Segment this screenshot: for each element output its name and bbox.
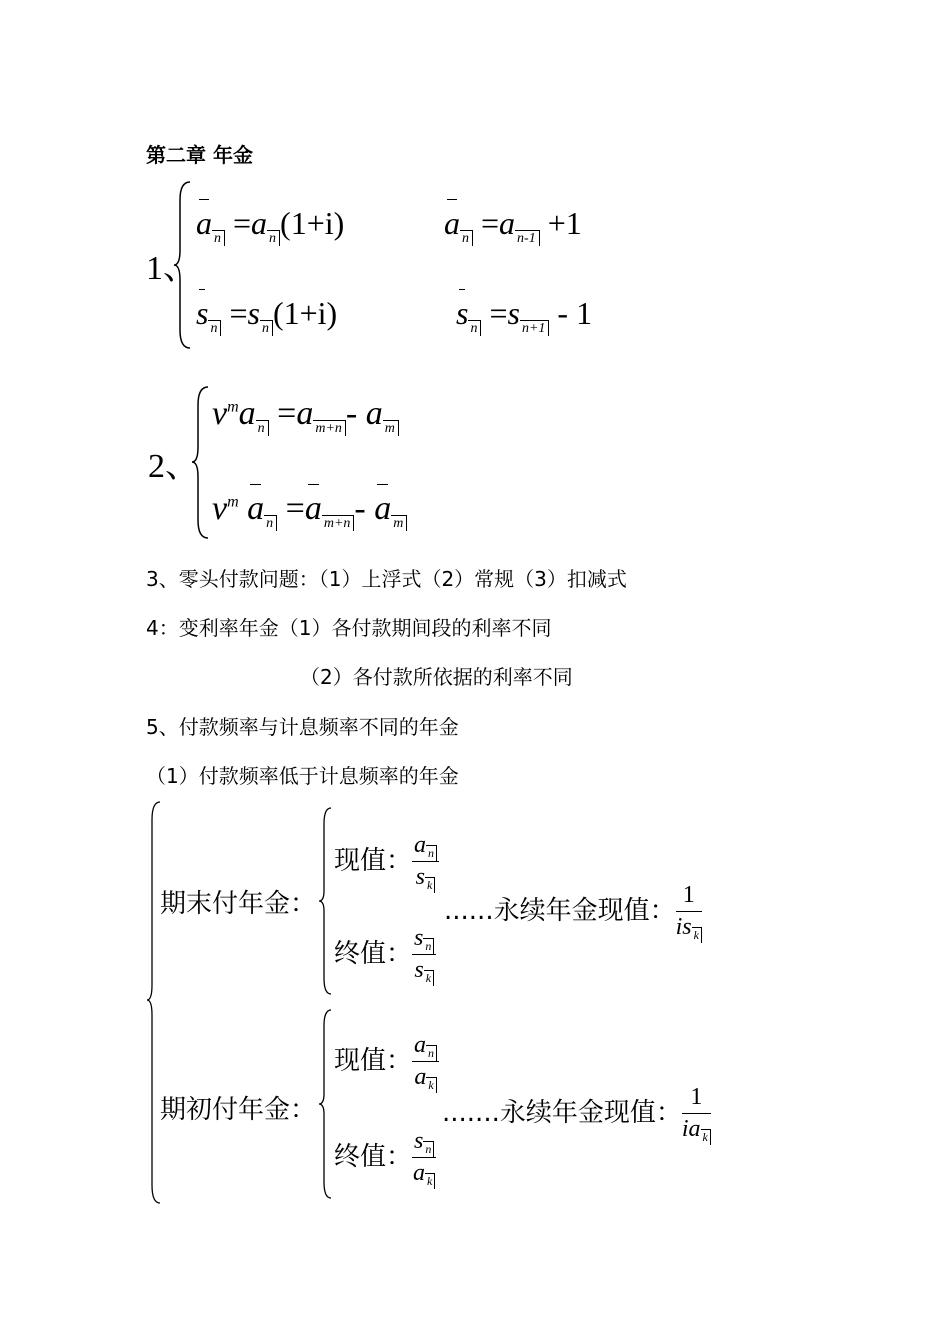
section-2-number: 2、 — [148, 448, 199, 485]
begin-perp-fraction: $\frac{1}{\text{ia k}}$ — [682, 1084, 711, 1143]
end-annuity-label: 期末付年金： — [160, 889, 317, 919]
begin-annuity-label: 期初付年金： — [160, 1095, 317, 1125]
formula-1-1: a n =a n (1+i) — [196, 205, 345, 246]
end-fv-row: 终值： $\frac{\text{s n}}{\text{s k}}$ — [334, 925, 436, 984]
end-pv-row: 现值： $\frac{\text{a n}}{\text{s k}}$ — [334, 832, 439, 891]
begin-perpetuity: .......永续年金现值： $\frac{1}{\text{ia k}}$ — [442, 1084, 711, 1143]
formula-1-3: s n =s n (1+i) — [196, 295, 338, 336]
begin-pv-row: 现值： $\frac{\text{a n}}{\text{a k}}$ — [334, 1032, 439, 1091]
line-4a: 4：变利率年金（1）各付款期间段的利率不同 — [146, 616, 552, 640]
line-5-1: （1）付款频率低于计息频率的年金 — [146, 764, 459, 788]
begin-pv-fraction: $\frac{\text{a n}}{\text{a k}}$ — [412, 1032, 439, 1091]
end-perpetuity: ......永续年金现值： $\frac{1}{\text{is k}}$ — [444, 882, 702, 941]
end-pv-fraction: $\frac{\text{a n}}{\text{s k}}$ — [412, 832, 439, 891]
line-5: 5、付款频率与计息频率不同的年金 — [146, 715, 459, 739]
formula-1-4: s n =s n+1 - 1 — [456, 295, 593, 336]
section-1-brace — [172, 180, 194, 350]
a-double-dot: a — [196, 205, 212, 241]
formula-2-1: $v^ma$ n =a m+n - a m — [212, 395, 399, 433]
formula-2-2: $v^m$ a n =a m+n - a m — [212, 490, 407, 528]
section-1-number: 1、 — [146, 250, 197, 287]
end-brace — [318, 806, 334, 996]
begin-fv-row: 终值： $\frac{\text{s n}}{\text{a k}}$ — [334, 1128, 436, 1187]
begin-fv-fraction: $\frac{\text{s n}}{\text{a k}}$ — [412, 1128, 436, 1187]
outer-brace — [146, 800, 164, 1205]
begin-brace — [318, 1008, 334, 1200]
page-title: 第二章 年金 — [146, 143, 253, 167]
end-fv-fraction: $\frac{\text{s n}}{\text{s k}}$ — [412, 925, 436, 984]
formula-1-2: a n =a n-1 +1 — [444, 205, 582, 246]
end-perp-fraction: $\frac{1}{\text{is k}}$ — [676, 882, 702, 941]
line-4b: （2）各付款所依据的利率不同 — [300, 665, 573, 689]
section-2-brace — [190, 385, 212, 540]
line-3: 3、零头付款问题：（1）上浮式（2）常规（3）扣减式 — [146, 567, 627, 591]
